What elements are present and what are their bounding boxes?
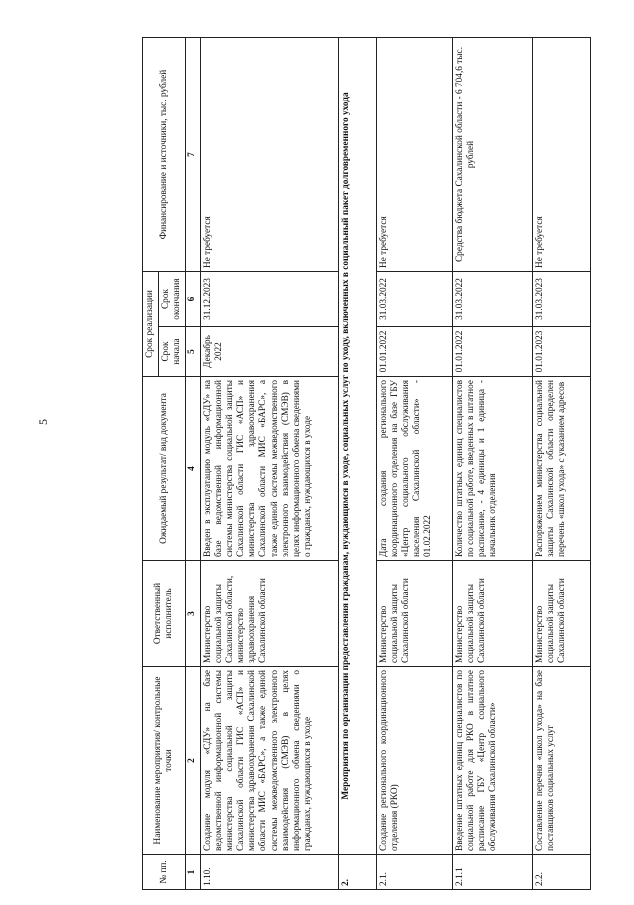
header-end: Срок окончания xyxy=(159,272,186,327)
header-no: № пп. xyxy=(143,855,186,890)
col-number: 4 xyxy=(186,377,200,561)
column-number-row xyxy=(186,38,200,890)
table-row xyxy=(452,38,532,890)
row-no: 2.1.1 xyxy=(452,855,532,890)
header-row xyxy=(143,38,159,890)
row-end: 31.03.2022 xyxy=(452,272,532,327)
row-result: Дата создания регионального координационного отделения на базе ГБУ «Центр социального обслуживания населения Сахалинской области» - 01.02.2022 xyxy=(376,377,452,561)
col-number: 2 xyxy=(186,667,200,855)
row-event: Составление перечня «школ ухода» на базе поставщиков социальных услуг xyxy=(532,667,590,855)
col-number: 1 xyxy=(186,855,200,890)
row-start: 01.01.2022 xyxy=(376,327,452,377)
row-event: Создание модуля «СДУ» на базе ведомственной информационной системы министерства социальной защиты Сахалинской области ГИС «АСП» и министерства здравоохранения Сахалинской области МИС «БАРС», а также единой системы межведомственного электронного взаимодействия (СМЭВ) в целях информационного обмена сведениями о гражданах, нуждающихся в уходе xyxy=(200,667,338,855)
plan-table xyxy=(142,37,591,890)
header-result: Ожидаемый результат/ вид документа xyxy=(143,377,186,561)
page-number: 5 xyxy=(36,419,50,425)
row-executor: Министерство социальной защиты Сахалинской области xyxy=(452,561,532,667)
row-start: 01.01.2023 xyxy=(532,327,590,377)
row-end: 31.12.2023 xyxy=(200,272,338,327)
row-event: Введение штатных единиц специалистов по социальной работе для РКО в штатное расписание ГБУ «Центр социального обслуживания Сахалинской области» xyxy=(452,667,532,855)
row-no: 2.1. xyxy=(376,855,452,890)
row-result: Введен в эксплуатацию модуль «СДУ» на базе ведомственной информационной системы министерства социальной защиты Сахалинской области ГИС «АСП» и министерства здравоохранения Сахалинской области МИС «БАРС», а также единой системы межведомственного электронного взаимодействия (СМЭВ) в целях информационного обмена сведениями о гражданах, нуждающихся в уходе xyxy=(200,377,338,561)
row-end: 31.03.2023 xyxy=(532,272,590,327)
rotated-page-content xyxy=(142,38,627,890)
section-no: 2. xyxy=(338,855,376,890)
row-result: Количество штатных единиц специалистов по социальной работе, введенных в штатное расписание, - 4 единицы и 1 единица - начальник отделения xyxy=(452,377,532,561)
header-event: Наименование мероприятия/ контрольные точки xyxy=(143,667,186,855)
section-title: Мероприятия по организации предоставления гражданам, нуждающимся в уходе, социальных услуг по уходу, включенных в социальный пакет долговременного ухода xyxy=(338,38,376,855)
header-funding: Финансирование и источники, тыс. рублей xyxy=(143,38,186,272)
col-number: 6 xyxy=(186,272,200,327)
row-funding: Не требуется xyxy=(532,38,590,272)
header-executor: Ответственный исполнитель xyxy=(143,561,186,667)
col-number: 5 xyxy=(186,327,200,377)
table-row xyxy=(376,38,452,890)
col-number: 3 xyxy=(186,561,200,667)
col-number: 7 xyxy=(186,38,200,272)
row-start: Декабрь 2022 xyxy=(200,327,338,377)
header-start: Срок начала xyxy=(159,327,186,377)
row-funding: Средства бюджета Сахалинской области - 6 704,6 тыс. рублей xyxy=(452,38,532,272)
row-start: 01.01.2022 xyxy=(452,327,532,377)
table-row xyxy=(200,38,338,890)
table-row xyxy=(532,38,590,890)
row-result: Распоряжением министерства социальной защиты Сахалинской области определен перечень «школ ухода» с указанием адресов xyxy=(532,377,590,561)
row-no: 1.10. xyxy=(200,855,338,890)
row-funding: Не требуется xyxy=(376,38,452,272)
row-end: 31.03.2022 xyxy=(376,272,452,327)
row-executor: Министерство социальной защиты Сахалинской области xyxy=(376,561,452,667)
row-executor: Министерство социальной защиты Сахалинской области xyxy=(532,561,590,667)
header-period: Срок реализации xyxy=(143,272,159,377)
row-no: 2.2. xyxy=(532,855,590,890)
section-row xyxy=(338,38,376,890)
row-funding: Не требуется xyxy=(200,38,338,272)
row-executor: Министерство социальной защиты Сахалинской области, министерство здравоохранения Сахалинской области xyxy=(200,561,338,667)
row-event: Создание регионального координационного отделения (РКО) xyxy=(376,667,452,855)
